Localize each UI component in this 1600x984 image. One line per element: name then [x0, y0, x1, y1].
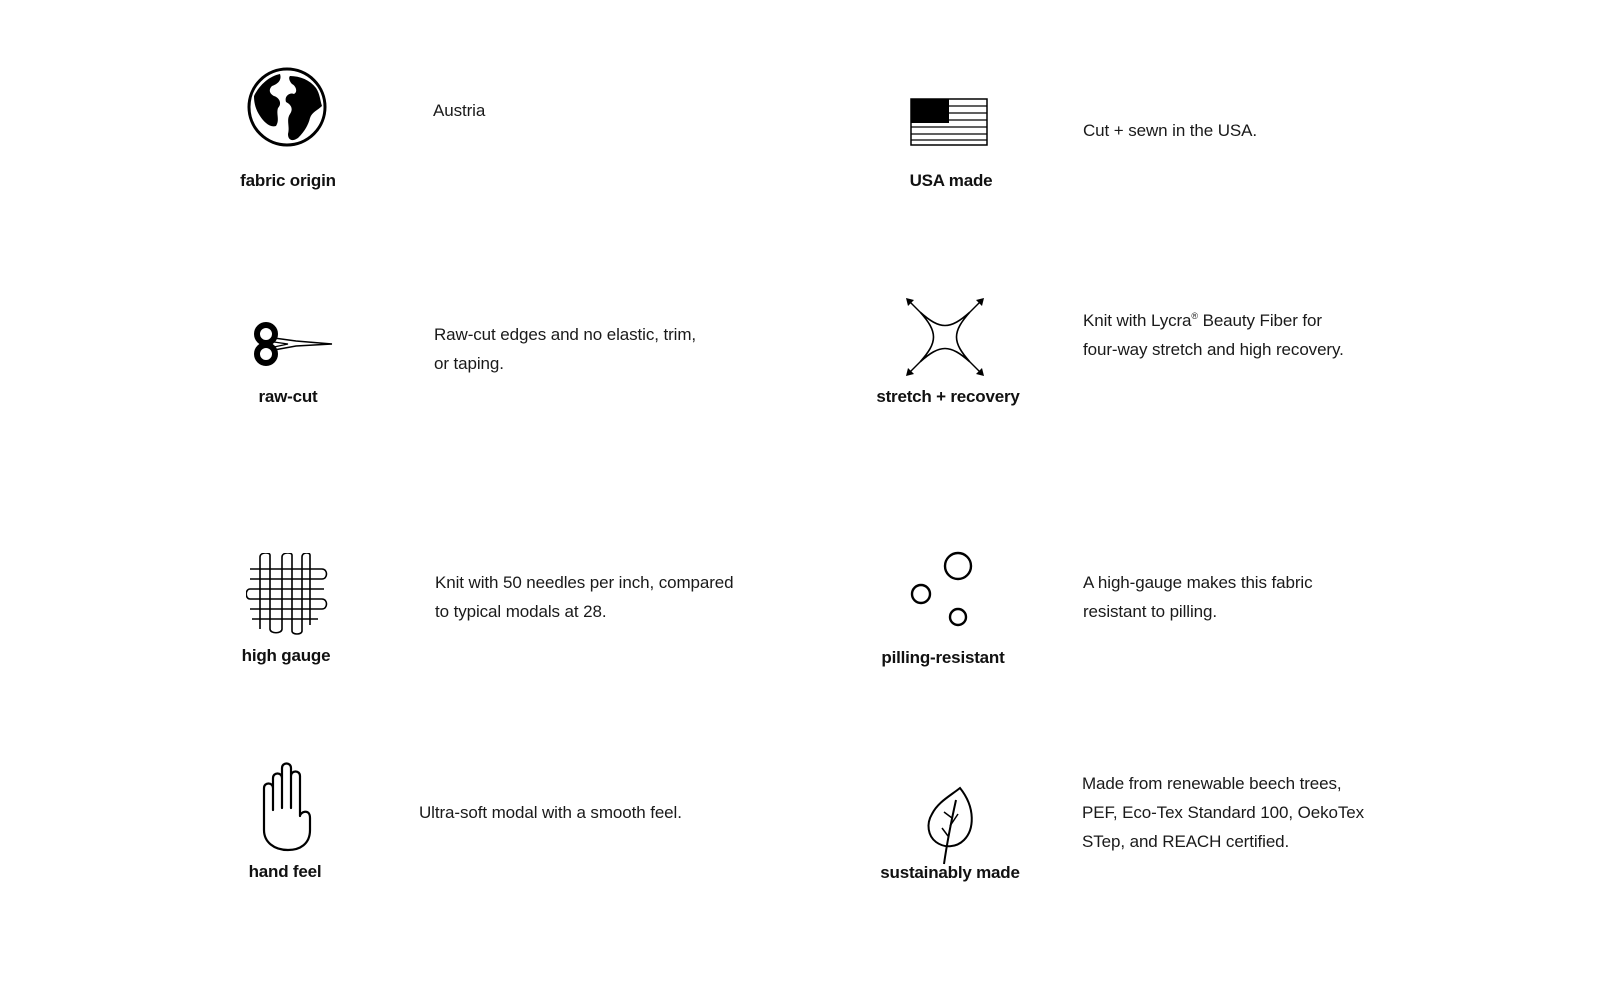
description-line: or taping. — [434, 354, 504, 373]
feature-description — [435, 568, 835, 626]
feature-description — [419, 798, 819, 827]
description-line: Cut + sewn in the USA. — [1083, 121, 1258, 140]
registered-mark: ® — [1191, 311, 1198, 321]
feature-label: USA made — [909, 171, 993, 190]
description-line: Knit with 50 needles per inch, compared — [435, 573, 734, 592]
feature-description — [1083, 306, 1483, 364]
feature-label: hand feel — [248, 862, 322, 881]
description-line: to typical modals at 28. — [435, 602, 607, 621]
description-line: PEF, Eco-Tex Standard 100, OekoTex — [1082, 803, 1364, 822]
globe-icon — [246, 66, 328, 148]
description-line — [1083, 306, 1483, 335]
description-text: Knit with Lycra — [1083, 311, 1192, 330]
description-line: STep, and REACH certified. — [1082, 832, 1290, 851]
feature-label: high gauge — [241, 646, 331, 665]
description-line: A high-gauge makes this fabric — [1083, 573, 1313, 592]
description-line: Ultra-soft modal with a smooth feel. — [419, 803, 682, 822]
knit-grid-icon — [246, 553, 328, 635]
feature-label: raw-cut — [258, 387, 318, 406]
description-line: four-way stretch and high recovery. — [1083, 340, 1344, 359]
feature-label: fabric origin — [240, 171, 336, 190]
description-text: Beauty Fiber for — [1197, 311, 1322, 330]
feature-description — [1083, 116, 1463, 145]
leaf-icon — [924, 784, 976, 866]
description-line: Made from renewable beech trees, — [1082, 774, 1342, 793]
feature-label: stretch + recovery — [876, 387, 1020, 406]
feature-label: pilling-resistant — [881, 648, 1005, 667]
us-flag-icon — [910, 98, 988, 146]
description-line: Austria — [433, 101, 486, 120]
feature-description — [1083, 568, 1483, 626]
description-line: Raw-cut edges and no elastic, trim, — [434, 325, 697, 344]
scissors-icon — [252, 320, 334, 370]
hand-icon — [256, 762, 314, 854]
feature-description — [1082, 769, 1482, 856]
feature-label: sustainably made — [880, 863, 1020, 882]
description-line: resistant to pilling. — [1083, 602, 1217, 621]
pills-icon — [906, 548, 978, 630]
feature-description — [434, 320, 814, 378]
four-way-stretch-icon — [904, 296, 986, 378]
feature-description — [433, 96, 793, 125]
